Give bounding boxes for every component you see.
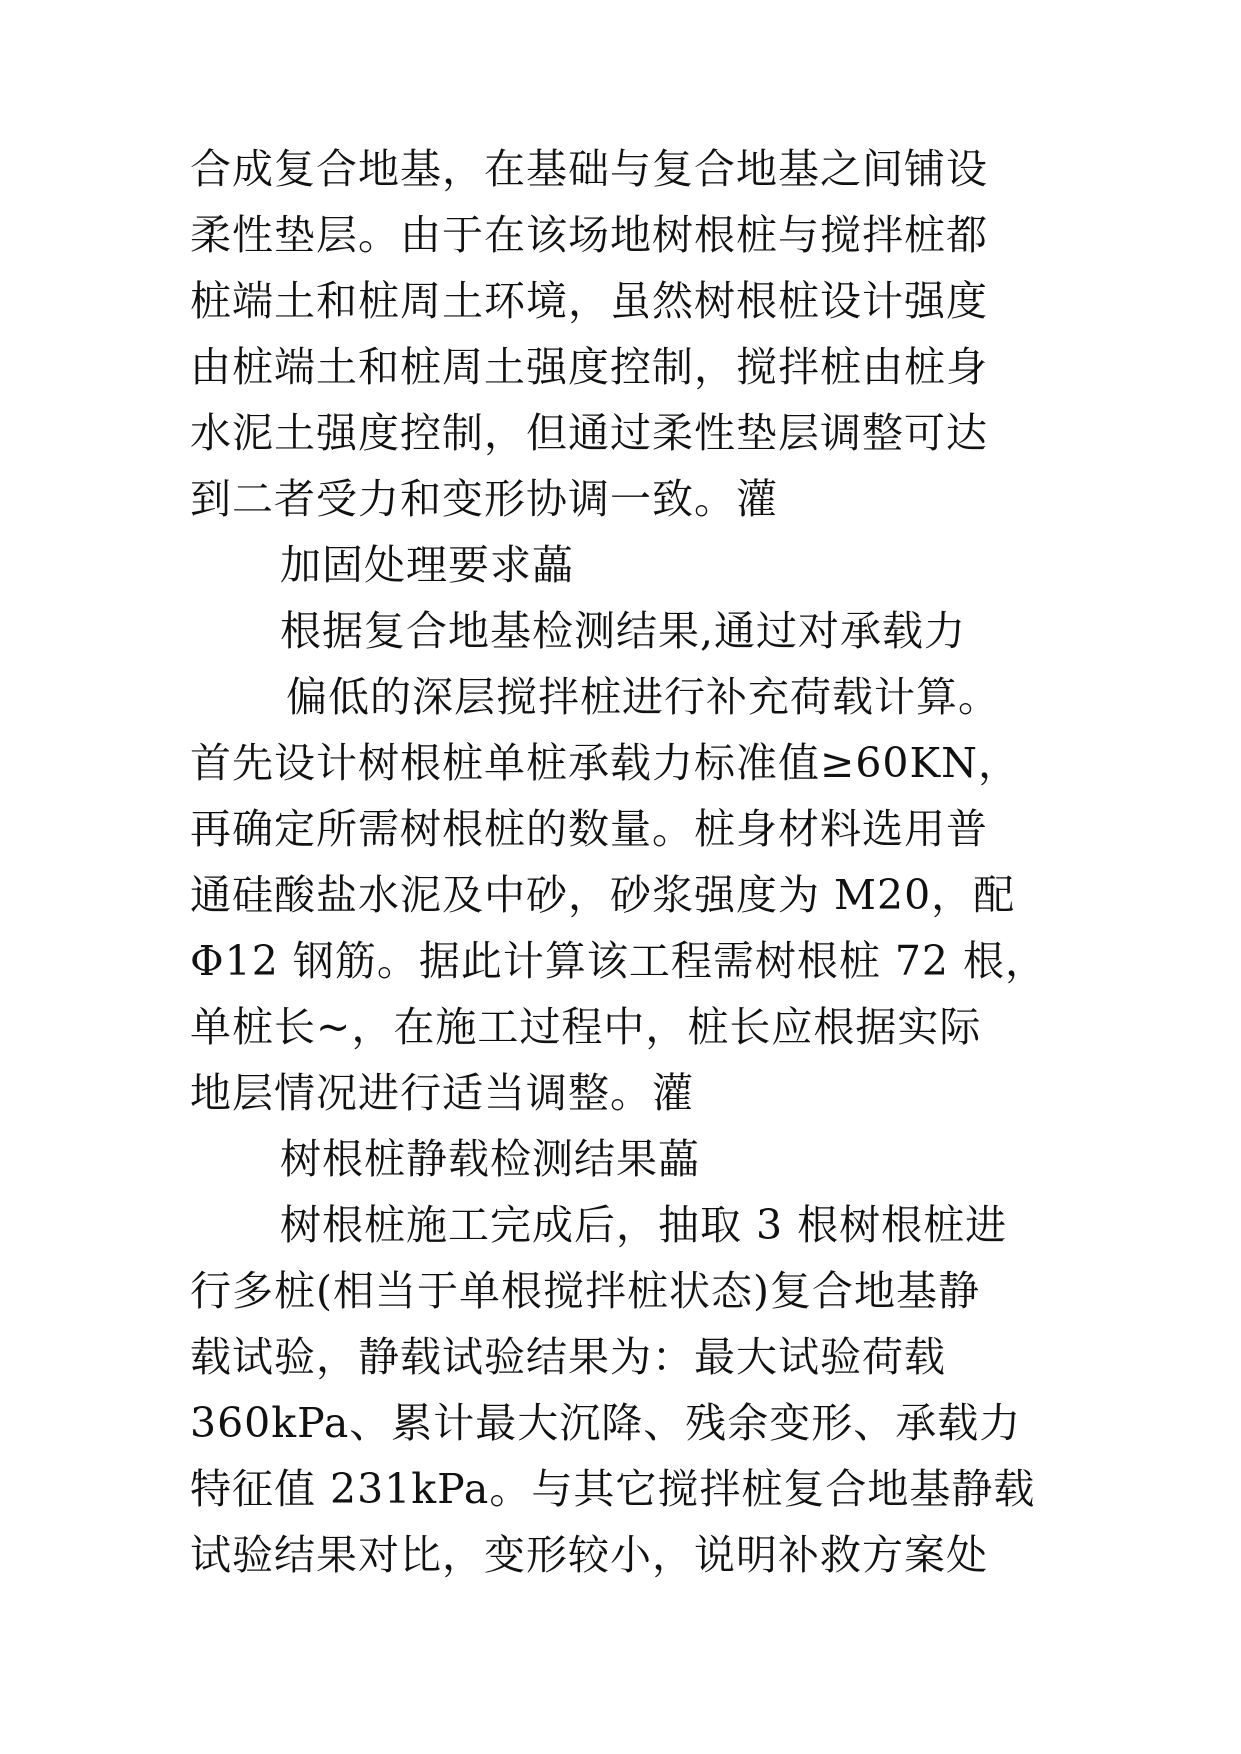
text-line: 首先设计树根桩单桩承载力标准值≥60KN，	[190, 739, 1021, 787]
text-line: 行多桩(相当于单根搅拌桩状态)复合地基静	[190, 1267, 980, 1315]
text-line: 特征值 231kPa。与其它搅拌桩复合地基静载	[190, 1465, 1036, 1513]
text-line: 单桩长~，在施工过程中，桩长应根据实际	[190, 1003, 982, 1051]
text-line: 树根桩施工完成后，抽取 3 根树根桩进	[280, 1201, 1008, 1249]
text-line: 由桩端土和桩周土强度控制，搅拌桩由桩身	[190, 343, 988, 391]
text-line: 360kPa、累计最大沉降、残余变形、承载力	[190, 1399, 1022, 1447]
text-line: 柔性垫层。由于在该场地树根桩与搅拌桩都	[190, 211, 988, 259]
section-heading: 树根桩静载检测结果藟	[280, 1135, 700, 1183]
text-line: 偏低的深层搅拌桩进行补充荷载计算。	[286, 673, 1000, 721]
text-line: 桩端土和桩周土环境，虽然树根桩设计强度	[190, 277, 988, 325]
text-line: Φ12 钢筋。据此计算该工程需树根桩 72 根，	[190, 937, 1048, 985]
text-line: 水泥土强度控制，但通过柔性垫层调整可达	[190, 409, 988, 457]
text-line: 试验结果对比，变形较小，说明补救方案处	[190, 1531, 988, 1579]
section-heading: 加固处理要求藟	[280, 541, 574, 589]
text-line: 合成复合地基，在基础与复合地基之间铺设	[190, 145, 988, 193]
text-line: 地层情况进行适当调整。灌	[190, 1069, 694, 1117]
text-line: 通硅酸盐水泥及中砂，砂浆强度为 M20，配	[190, 871, 1016, 919]
text-line: 根据复合地基检测结果,通过对承载力	[280, 607, 967, 655]
text-line: 载试验，静载试验结果为：最大试验荷载	[190, 1333, 946, 1381]
body-text	[190, 136, 1090, 1588]
text-line: 再确定所需树根桩的数量。桩身材料选用普	[190, 805, 988, 853]
text-line: 到二者受力和变形协调一致。灌	[190, 475, 778, 523]
